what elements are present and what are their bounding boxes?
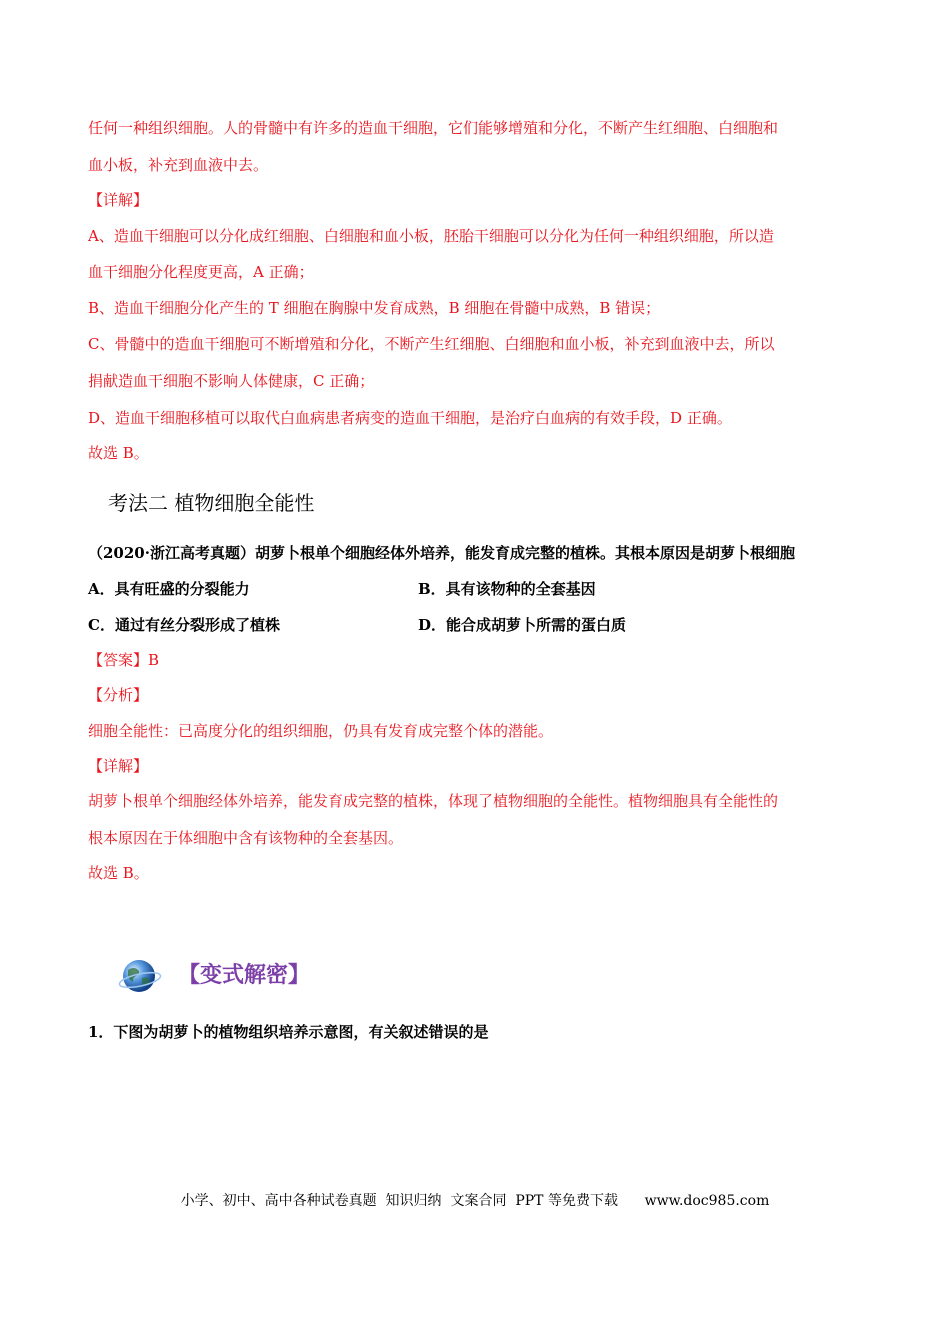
answer-value: B [148,651,160,669]
answer-label: 【答案】 [88,651,149,669]
option-a: A．具有旺盛的分裂能力 [88,580,250,598]
prev-line-2: 血小板，补充到血液中去。 [88,156,269,174]
analysis-text: 细胞全能性：已高度分化的组织细胞，仍具有发育成完整个体的潜能。 [88,722,554,740]
prev-detail-b: B、造血干细胞分化产生的 T 细胞在胸腺中发育成熟，B 细胞在骨髓中成熟，B 错误； [88,299,661,317]
detail-label: 【详解】 [88,757,149,775]
prev-detail-c-1: C、骨髓中的造血干细胞可不断增殖和分化，不断产生红细胞、白细胞和血小板，补充到血液中去，所以 [88,335,775,353]
prev-detail-label: 【详解】 [88,191,149,209]
footer: 小学、初中、高中各种试卷真题 知识归纳 文案合同 PPT 等免费下载 www.doc985.com [180,1193,770,1209]
variant-banner [118,956,318,998]
prev-line-1: 任何一种组织细胞。人的骨髓中有许多的造血干细胞，它们能够增殖和分化，不断产生红细胞、白细胞和 [88,119,779,137]
globe-icon [118,956,162,998]
conclusion: 故选 B。 [88,864,149,882]
prev-detail-a-1: A、造血干细胞可以分化成红细胞、白细胞和血小板，胚胎干细胞可以分化为任何一种组织细胞，所以造 [88,227,774,245]
exercise-question-1: 1．下图为胡萝卜的植物组织培养示意图，有关叙述错误的是 [88,1023,489,1041]
prev-conclusion: 故选 B。 [88,444,149,462]
option-b: B．具有该物种的全套基因 [418,580,596,598]
detail-line-2: 根本原因在于体细胞中含有该物种的全套基因。 [88,829,404,847]
analysis-label: 【分析】 [88,686,149,704]
question-stem: （2020·浙江高考真题）胡萝卜根单个细胞经体外培养，能发育成完整的植株。其根本原因是胡萝卜根细胞 [88,544,795,562]
section-title: 考法二 植物细胞全能性 [108,491,315,515]
detail-line-1: 胡萝卜根单个细胞经体外培养，能发育成完整的植株，体现了植物细胞的全能性。植物细胞具有全能性的 [88,792,779,810]
banner-text: 【变式解密】 [178,963,311,988]
prev-detail-a-2: 血干细胞分化程度更高，A 正确； [88,263,314,281]
prev-detail-d: D、造血干细胞移植可以取代白血病患者病变的造血干细胞，是治疗白血病的有效手段，D 正确。 [88,409,732,427]
option-c: C．通过有丝分裂形成了植株 [88,616,280,634]
option-d: D．能合成胡萝卜所需的蛋白质 [418,616,627,634]
answer-line [88,650,159,670]
prev-detail-c-2: 捐献造血干细胞不影响人体健康，C 正确； [88,372,375,390]
